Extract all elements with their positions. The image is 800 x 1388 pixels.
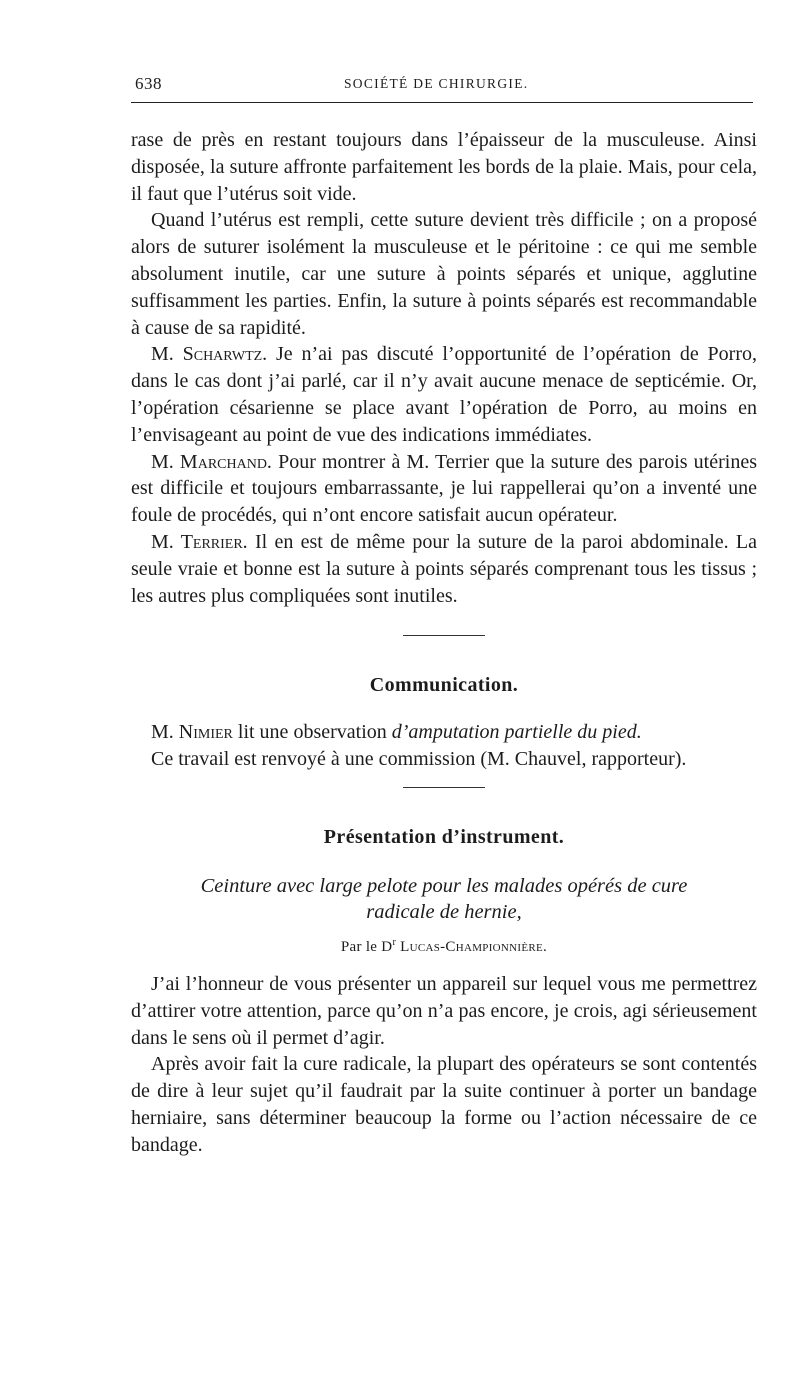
paragraph-suture: Quand l’utérus est rempli, cette suture devient très difficile ; on a proposé alors de suturer isolément la musculeuse et le péritoine : ce qui me semble absolument inutile, car une suture à points séparés et unique, agglutine suffisamment les parties. Enfin, la suture à points séparés est recommandable à cause de sa rapidité.: [131, 209, 757, 339]
main-text: [131, 127, 757, 1159]
paragraph-continuation: rase de près en restant toujours dans l’épaisseur de la musculeuse. Ainsi disposée, la suture affronte parfaitement les bords de la plaie. Mais, pour cela, il faut que l’utérus soit vide.: [131, 129, 757, 205]
header-rule: [131, 102, 753, 103]
work-title: d’amputation partielle du pied.: [391, 721, 642, 744]
section-heading-communication: Communication.: [369, 674, 519, 697]
paragraph-cure-radicale: Après avoir fait la cure radicale, la plupart des opérateurs se sont contentés de dire à leur sujet qu’il faudrait par la suite continuer à porter un bandage herniaire, sans déterminer beaucoup la forme ou l’action nécessaire de ce bandage.: [131, 1053, 757, 1156]
author-line: [131, 937, 757, 957]
running-head: [131, 70, 757, 100]
speaker-scharwtz: M. Scharwtz.: [151, 343, 268, 366]
paragraph-terrier: [131, 529, 757, 609]
speaker-terrier: M. Terrier.: [151, 530, 248, 553]
paragraph-scharwtz: [131, 341, 757, 448]
terrier-text: Il en est de même pour la suture de la paroi abdominale. La seule vraie et bonne est la suture à points séparés comprenant tous les tissus ; les autres plus compliquées sont inutiles.: [131, 530, 757, 607]
marchand-text: Pour montrer à M. Terrier que la suture des parois utérines est difficile et toujours embarrassante, je lui rappellerai qu’on a inventé une foule de procédés, qui n’ont encore satisfait aucun opérateur.: [131, 450, 757, 527]
page-number: 638: [135, 74, 162, 93]
paragraph-commission: Ce travail est renvoyé à une commission (M. Chauvel, rapporteur).: [151, 748, 687, 771]
paragraph-marchand: [131, 449, 757, 529]
section-heading-presentation: Présentation d’instrument.: [323, 825, 565, 848]
communication-title-line2: radicale de hernie,: [366, 900, 522, 923]
scharwtz-text: Je n’ai pas discuté l’opportunité de l’opération de Porro, dans le cas dont j’ai parlé, car il n’y avait aucune menace de septicémie. Or, l’opération césarienne se place avant l’opération de Porro, au moins en l’envisageant au point de vue des indications immédiates.: [131, 343, 757, 446]
paragraph-presentation: J’ai l’honneur de vous présenter un appareil sur lequel vous me permettrez d’attirer votre attention, parce qu’on n’a pas encore, je crois, agi sérieusement dans le sens où il permet d’agir.: [131, 972, 757, 1049]
paragraph-nimier: [131, 719, 757, 746]
nimier-text: lit une observation: [232, 721, 392, 744]
author-prefix: Par le D: [340, 938, 393, 955]
page-content: [131, 70, 757, 100]
author-name: Lucas-Championnière.: [396, 938, 548, 955]
author-sup: r: [392, 936, 397, 948]
speaker-nimier: M. Nimier: [151, 721, 233, 744]
speaker-marchand: M. Marchand.: [151, 450, 272, 473]
journal-title: SOCIÉTÉ DE CHIRURGIE.: [344, 76, 529, 91]
communication-title-line1: Ceinture avec large pelote pour les malades opérés de cure: [200, 874, 688, 897]
